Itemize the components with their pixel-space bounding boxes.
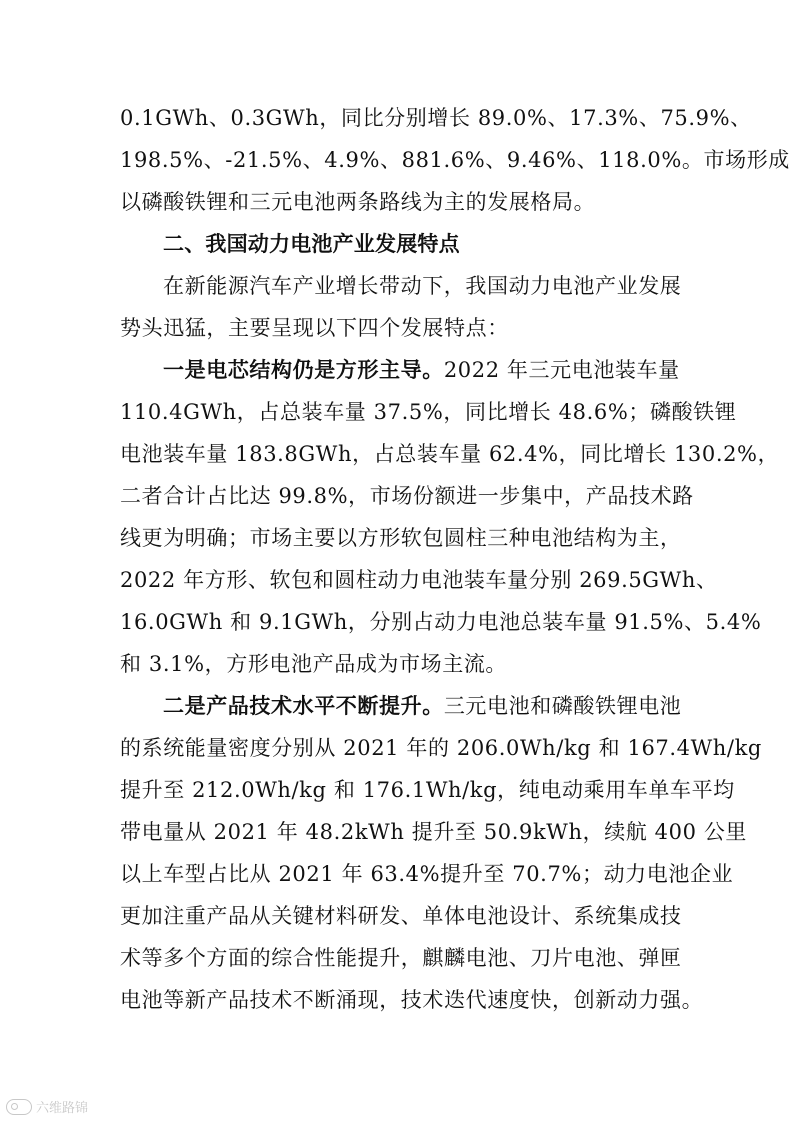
paragraph-line: 势头迅猛，主要呈现以下四个发展特点：	[120, 316, 509, 340]
paragraph-line: 提升至 212.0Wh/kg 和 176.1Wh/kg，纯电动乘用车单车平均	[120, 778, 735, 802]
point-2-first-rest: 三元电池和磷酸铁锂电池	[443, 694, 682, 718]
watermark	[6, 1097, 88, 1116]
paragraph-line: 的系统能量密度分别从 2021 年的 206.0Wh/kg 和 167.4Wh/kg	[120, 736, 762, 760]
paragraph-line: 110.4GWh，占总装车量 37.5%，同比增长 48.6%；磷酸铁锂	[120, 400, 737, 424]
paragraph-line: 和 3.1%，方形电池产品成为市场主流。	[120, 652, 508, 676]
watermark-text: 六维路锦	[36, 1101, 89, 1116]
paragraph-line: 以上车型占比从 2021 年 63.4%提升至 70.7%；动力电池企业	[120, 862, 734, 886]
paragraph-line: 0.1GWh、0.3GWh，同比分别增长 89.0%、17.3%、75.9%、	[120, 106, 752, 130]
paragraph-line: 带电量从 2021 年 48.2kWh 提升至 50.9kWh，续航 400 公里	[120, 820, 748, 844]
paragraph-line: 16.0GWh 和 9.1GWh，分别占动力电池总装车量 91.5%、5.4%	[120, 610, 762, 634]
paragraph-line: 线更为明确；市场主要以方形软包圆柱三种电池结构为主，	[120, 526, 682, 550]
point-2-title: 二是产品技术水平不断提升。	[163, 693, 444, 718]
paragraph-line: 电池等新产品技术不断涌现，技术迭代速度快，创新动力强。	[120, 988, 704, 1012]
paragraph-line: 2022 年方形、软包和圆柱动力电池装车量分别 269.5GWh、	[120, 568, 718, 592]
paragraph-line: 以磷酸铁锂和三元电池两条路线为主的发展格局。	[120, 190, 596, 214]
paragraph-line: 更加注重产品从关键材料研发、单体电池设计、系统集成技	[120, 904, 682, 928]
point-1-first-line	[163, 355, 690, 385]
paragraph-line: 术等多个方面的综合性能提升，麒麟电池、刀片电池、弹匣	[120, 946, 682, 970]
paragraph-line: 二者合计占比达 99.8%，市场份额进一步集中，产品技术路	[120, 484, 694, 508]
point-2-first-line	[163, 691, 690, 721]
paragraph-line: 在新能源汽车产业增长带动下，我国动力电池产业发展	[163, 274, 682, 298]
paragraph-line: 电池装车量 183.8GWh，占总装车量 62.4%，同比增长 130.2%，	[120, 442, 780, 466]
section-heading: 二、我国动力电池产业发展特点	[163, 231, 460, 256]
point-1-first-rest: 2022 年三元电池装车量	[443, 358, 680, 382]
point-1-title: 一是电芯结构仍是方形主导。	[163, 357, 444, 382]
paragraph-line: 198.5%、-21.5%、4.9%、881.6%、9.46%、118.0%。市场形成	[120, 148, 790, 172]
logo-icon	[6, 1099, 32, 1115]
